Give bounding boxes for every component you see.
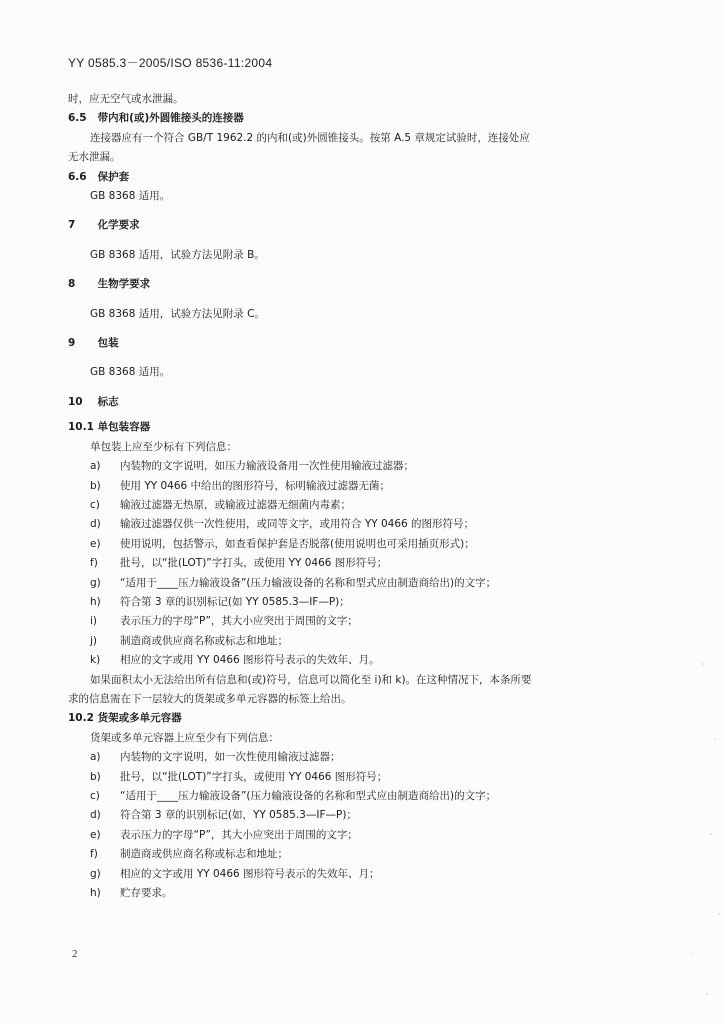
list-item (68, 651, 668, 670)
scan-edge-speckle (633, 644, 723, 1024)
item-text: 输液过滤器无热原，或输液过滤器无细菌内毒素； (120, 498, 351, 511)
list-item (68, 884, 668, 903)
item-text: 使用 YY 0466 中给出的图形符号，标明输液过滤器无菌； (120, 479, 391, 492)
section-number: 8 (68, 278, 76, 291)
section-6-5-text-line1: 连接器应有一个符合 GB/T 1962.2 的内和(或)外圆锥接头。按第 A.5 章规定试验时，连接处应 (90, 131, 530, 144)
list-item (68, 768, 668, 787)
section-6-6-heading (68, 168, 668, 187)
item-label: h) (90, 887, 101, 900)
section-number: 10 (68, 395, 83, 408)
section-title: 标志 (97, 395, 119, 408)
item-label: c) (90, 790, 100, 802)
item-text: 使用说明，包括警示，如查看保护套是否脱落(使用说明也可采用插页形式)； (120, 537, 475, 550)
list-item (68, 535, 668, 554)
list-item (68, 632, 668, 651)
section-number: 10.1 (68, 421, 94, 434)
item-text: 批号，以“批(LOT)”字打头，或使用 YY 0466 图形符号； (120, 557, 388, 570)
section-10-heading (68, 393, 668, 412)
section-number: 7 (68, 219, 76, 232)
item-text: 贮存要求。 (120, 887, 173, 900)
list-item (68, 787, 668, 806)
section-number: 6.6 (68, 170, 87, 183)
list-item (68, 865, 668, 884)
section-title: 包装 (97, 337, 119, 350)
item-label: g) (90, 867, 101, 880)
section-10-2-heading (68, 709, 668, 728)
list-item (68, 574, 668, 593)
list-item (68, 612, 668, 631)
section-8-heading (68, 275, 668, 294)
item-label: b) (90, 770, 101, 783)
document-header-id: YY 0585.3－2005/ISO 8536-11:2004 (68, 56, 273, 70)
list-item (68, 806, 668, 825)
section-10-1-intro: 单包装上应至少标有下列信息： (90, 440, 237, 453)
item-label: a) (90, 460, 101, 473)
page-number: 2 (72, 948, 78, 960)
section-7-text: GB 8368 适用，试验方法见附录 B。 (90, 248, 265, 261)
item-label: e) (90, 537, 101, 550)
list-item (68, 593, 668, 612)
item-label: c) (90, 498, 100, 511)
item-label: h) (90, 595, 101, 608)
item-text: 制造商或供应商名称或标志和地址； (120, 634, 288, 647)
item-label: j) (90, 634, 98, 647)
item-label: f) (90, 848, 98, 861)
item-text: 批号，以“批(LOT)”字打头，或使用 YY 0466 图形符号； (120, 770, 388, 783)
section-title: 生物学要求 (97, 278, 151, 291)
item-text: 内装物的文字说明，如一次性使用输液过滤器； (120, 751, 341, 764)
item-label: i) (90, 615, 98, 628)
section-title: 保护套 (97, 170, 130, 183)
item-text: 表示压力的字母“P”，其大小应突出于周围的文字； (120, 615, 358, 628)
carry-over-text: 时，应无空气或水泄漏。 (68, 93, 184, 105)
item-label: d) (90, 518, 101, 531)
list-item (68, 554, 668, 573)
section-7-heading (68, 216, 668, 235)
item-label: f) (90, 557, 98, 570)
section-number: 6.5 (68, 112, 87, 125)
item-label: a) (90, 751, 101, 764)
item-label: b) (90, 479, 101, 492)
section-10-1-note-line2: 求的信息需在下一层较大的货架或多单元容器的标签上给出。 (68, 692, 352, 705)
item-label: d) (90, 809, 101, 822)
list-item (68, 496, 668, 515)
section-9-heading (68, 334, 668, 353)
section-10-2-list (68, 748, 668, 903)
section-title: 单包装容器 (97, 421, 151, 434)
item-label: g) (90, 576, 101, 589)
item-text: 相应的文字或用 YY 0466 图形符号表示的失效年、月。 (120, 654, 380, 667)
item-label: k) (90, 654, 101, 667)
list-item (68, 477, 668, 496)
page-body (68, 90, 668, 903)
section-10-2-intro: 货架或多单元容器上应至少有下列信息： (90, 731, 279, 744)
item-text: 符合第 3 章的识别标记(如，YY 0585.3—IF—P)； (120, 809, 357, 822)
list-item (68, 845, 668, 864)
item-text: 输液过滤器仅供一次性使用，或同等文字，或用符合 YY 0466 的图形符号； (120, 518, 475, 531)
section-number: 10.2 (68, 712, 94, 725)
item-text: 符合第 3 章的识别标记(如 YY 0585.3—IF—P)； (120, 595, 350, 608)
section-title: 化学要求 (97, 219, 140, 232)
section-8-text: GB 8368 适用，试验方法见附录 C。 (90, 307, 265, 320)
item-text: “适用于____压力输液设备”(压力输液设备的名称和型式应由制造商给出)的文字； (120, 576, 497, 589)
item-text: “适用于____压力输液设备”(压力输液设备的名称和型式应由制造商给出)的文字； (120, 790, 497, 802)
section-10-1-heading (68, 418, 668, 437)
item-text: 相应的文字或用 YY 0466 图形符号表示的失效年、月； (120, 867, 380, 880)
list-item (68, 515, 668, 534)
section-10-1-note-line1: 如果面积太小无法给出所有信息和(或)符号，信息可以简化至 i)和 k)。在这种情况下，本条所要 (90, 673, 532, 686)
section-9-text: GB 8368 适用。 (90, 366, 171, 379)
section-title: 带内和(或)外圆锥接头的连接器 (97, 112, 244, 125)
section-6-5-heading (68, 109, 668, 128)
list-item (68, 748, 668, 767)
item-text: 表示压力的字母“P”，其大小应突出于周围的文字； (120, 828, 358, 841)
section-number: 9 (68, 337, 76, 350)
section-10-1-list (68, 457, 668, 670)
section-6-6-text: GB 8368 适用。 (90, 190, 171, 203)
item-text: 内装物的文字说明，如压力输液设备用一次性使用输液过滤器； (120, 460, 414, 473)
list-item (68, 457, 668, 476)
item-text: 制造商或供应商名称或标志和地址； (120, 848, 288, 861)
item-label: e) (90, 828, 101, 841)
section-title: 货架或多单元容器 (97, 712, 182, 725)
section-6-5-text-line2: 无水泄漏。 (68, 151, 121, 164)
list-item (68, 826, 668, 845)
